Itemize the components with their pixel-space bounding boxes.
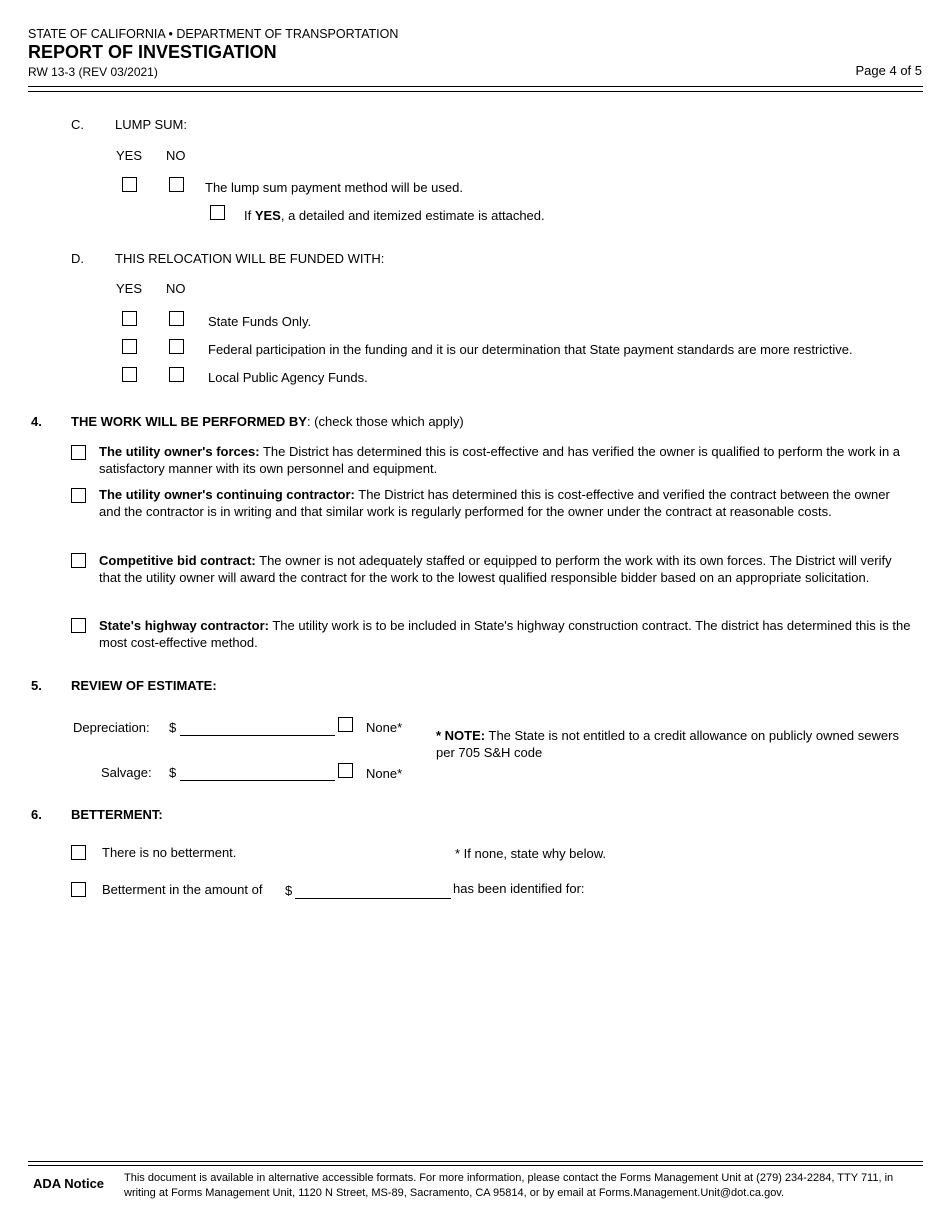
footer-rule-2 [28,1165,923,1166]
salvage-none-checkbox[interactable] [338,763,353,778]
footer-rule-1 [28,1161,923,1162]
lump-sum-yes-checkbox[interactable] [122,177,137,192]
no-betterment-checkbox[interactable] [71,845,86,860]
federal-participation-yes-checkbox[interactable] [122,339,137,354]
state-funds-no-checkbox[interactable] [169,311,184,326]
depreciation-label: Depreciation: [73,720,150,735]
section-c-yes-header: YES [116,148,143,163]
section-d-yes-header: YES [116,281,143,296]
competitive-bid-text: Competitive bid contract: The owner is not adequately staffed or equipped to perform the work with its own forces. The District will verify that the utility owner will award the contract for the work to the lowest qualified responsible bidder based on an appropriate solicitation. [99,553,892,585]
betterment-amount-checkbox[interactable] [71,882,86,897]
header-rule-1 [28,86,923,87]
betterment-amount-label: Betterment in the amount of [102,882,263,897]
local-agency-yes-checkbox[interactable] [122,367,137,382]
federal-participation-no-checkbox[interactable] [169,339,184,354]
section-6-number: 6. [31,807,42,822]
sewer-credit-note: * NOTE: The State is not entitled to a credit allowance on publicly owned sewers per 705 S&H code [436,728,899,760]
federal-participation-text: Federal participation in the funding and it is our determination that State payment standards are more restrictive. [208,342,853,357]
salvage-none-label: None* [366,766,403,781]
depreciation-none-label: None* [366,720,403,735]
section-c-no-header: NO [166,148,186,163]
page-indicator: Page 4 of 5 [855,63,922,78]
header-rule-2 [28,91,923,92]
state-funds-yes-checkbox[interactable] [122,311,137,326]
continuing-contractor-checkbox[interactable] [71,488,86,503]
form-title: REPORT OF INVESTIGATION [28,42,277,62]
local-agency-no-checkbox[interactable] [169,367,184,382]
form-number: RW 13-3 (REV 03/2021) [28,65,158,79]
salvage-dollar: $ [169,765,177,780]
section-5-number: 5. [31,678,42,693]
section-6-heading: BETTERMENT: [71,807,163,822]
betterment-amount-field[interactable] [295,898,451,899]
ada-notice-text: This document is available in alternative accessible formats. For more information, please contact the Forms Management Unit at (279) 234-2284, TTY 711, in writing at Forms Management Unit, 1120 N Street, MS-89, Sacramento, CA 95814, or by email at Forms.Management.Unit@dot.ca.gov. [124,1172,894,1199]
if-none-note: * If none, state why below. [455,846,607,861]
highway-contractor-text: State's highway contractor: The utility work is to be included in State's highway construction contract. The district has determined this is the most cost-effective method. [99,618,911,650]
section-d-no-header: NO [166,281,186,296]
state-funds-text: State Funds Only. [208,314,312,329]
section-c-letter: C. [71,117,84,132]
owner-forces-text: The utility owner's forces: The District has determined this is cost-effective and has verified the owner is qualified to perform the work in a satisfactory manner with its own personnel and equipment. [99,444,901,476]
owner-forces-checkbox[interactable] [71,445,86,460]
depreciation-dollar: $ [169,720,177,735]
section-4-heading: THE WORK WILL BE PERFORMED BY: (check those which apply) [71,414,464,429]
salvage-amount-field[interactable] [180,780,335,781]
itemized-estimate-checkbox[interactable] [210,205,225,220]
depreciation-none-checkbox[interactable] [338,717,353,732]
competitive-bid-checkbox[interactable] [71,553,86,568]
agency-line: STATE OF CALIFORNIA • DEPARTMENT OF TRANSPORTATION [28,27,399,41]
lump-sum-method-text: The lump sum payment method will be used. [205,180,463,195]
section-d-label: THIS RELOCATION WILL BE FUNDED WITH: [115,251,385,266]
identified-for-label: has been identified for: [453,881,585,896]
section-5-heading: REVIEW OF ESTIMATE: [71,678,217,693]
section-d-letter: D. [71,251,84,266]
section-4-number: 4. [31,414,42,429]
continuing-contractor-text: The utility owner's continuing contractor: The District has determined this is cost-effective and verified the contract between the owner and the contractor is in writing and that similar work is regularly performed for the owner under the contract at reasonable costs. [99,487,890,519]
ada-notice-label: ADA Notice [33,1176,105,1191]
lump-sum-no-checkbox[interactable] [169,177,184,192]
local-agency-text: Local Public Agency Funds. [208,370,368,385]
itemized-estimate-text: If YES, a detailed and itemized estimate is attached. [244,208,545,223]
betterment-dollar: $ [285,883,293,898]
highway-contractor-checkbox[interactable] [71,618,86,633]
section-c-label: LUMP SUM: [115,117,187,132]
no-betterment-text: There is no betterment. [102,845,237,860]
salvage-label: Salvage: [101,765,152,780]
depreciation-amount-field[interactable] [180,735,335,736]
